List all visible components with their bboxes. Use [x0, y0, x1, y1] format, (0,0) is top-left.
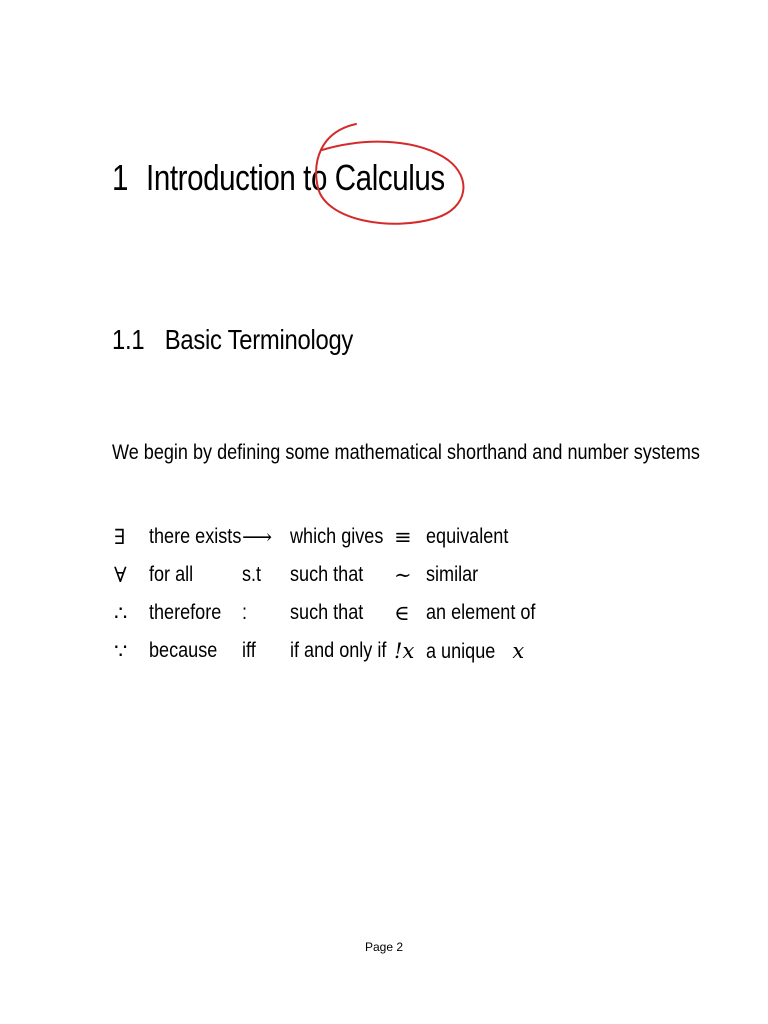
definition-text: which gives — [290, 525, 384, 548]
definition-unique — [426, 632, 524, 671]
symbol-arrow: ⟶ — [242, 525, 273, 549]
variable-x: x — [512, 639, 525, 663]
symbol-such-that: s.t — [242, 563, 262, 586]
definition-text: such that — [290, 601, 364, 624]
definition-text: for all — [149, 563, 194, 586]
symbol-because: ∵ — [114, 639, 128, 663]
page-number: Page 2 — [364, 940, 404, 954]
symbol-similar: ∼ — [394, 563, 412, 587]
table-row — [112, 632, 632, 670]
symbol-therefore: ∴ — [114, 601, 128, 625]
definition-text: an element of — [426, 601, 536, 624]
symbol-element-of: ∈ — [394, 601, 410, 625]
symbol-colon: : — [242, 601, 248, 624]
section-number: 1 — [112, 157, 129, 198]
definition-text: such that — [290, 563, 364, 586]
intro-paragraph: We begin by defining some mathematical shorthand and number systems — [112, 441, 700, 464]
symbol-exists: ∃ — [114, 525, 126, 549]
definition-text: because — [149, 639, 218, 662]
table-row — [112, 556, 632, 594]
definition-text: there exists — [149, 525, 242, 548]
section-heading — [112, 150, 445, 206]
symbol-for-all: ∀ — [114, 563, 127, 587]
definition-text: similar — [426, 563, 479, 586]
symbol-iff: iff — [242, 639, 256, 662]
section-title-text: Introduction to Calculus — [146, 157, 445, 198]
subsection-number: 1.1 — [112, 324, 145, 355]
symbol-unique: !x — [394, 639, 415, 663]
symbol-equivalent: ≡ — [394, 525, 412, 549]
table-row — [112, 594, 632, 632]
terminology-table — [112, 518, 632, 670]
definition-text: equivalent — [426, 525, 509, 548]
definition-text: if and only if — [290, 639, 387, 662]
subsection-title-text: Basic Terminology — [164, 324, 354, 355]
definition-text: therefore — [149, 601, 222, 624]
definition-text: a unique — [426, 640, 496, 663]
table-row — [112, 518, 632, 556]
subsection-heading — [112, 318, 353, 362]
